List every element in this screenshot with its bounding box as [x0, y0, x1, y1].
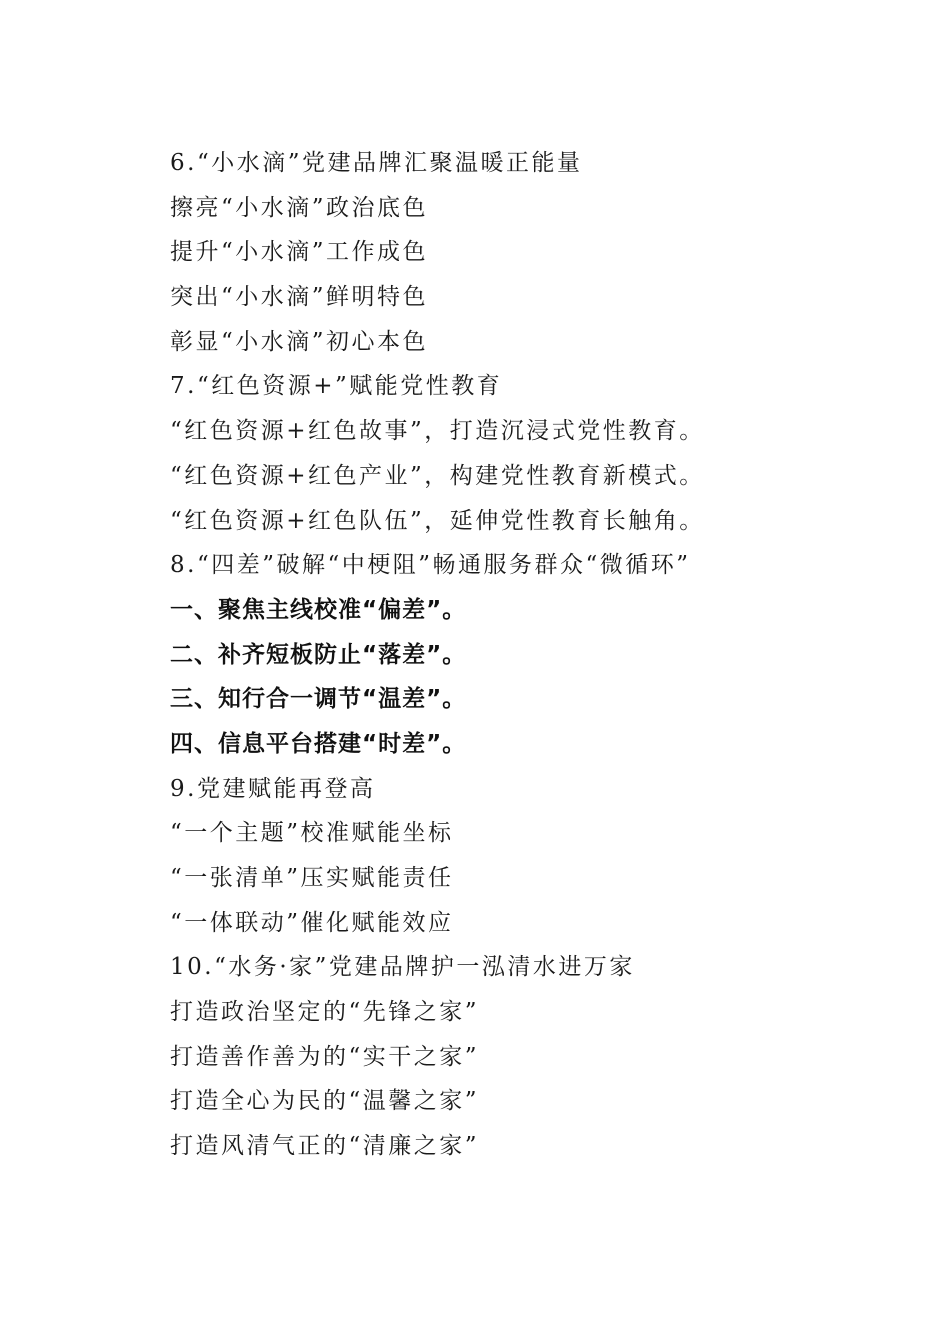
bold-list-item: 四、信息平台搭建“时差”。 — [170, 730, 467, 757]
list-item: “红色资源+红色故事”，打造沉浸式党性教育。 — [170, 418, 705, 445]
list-item: “红色资源+红色产业”，构建党性教育新模式。 — [170, 462, 705, 489]
section-heading-6: 6.“小水滴”党建品牌汇聚温暖正能量 — [170, 150, 583, 176]
list-item: “一体联动”催化赋能效应 — [170, 909, 454, 936]
section-heading-8: 8.“四差”破解“中梗阻”畅通服务群众“微循环” — [170, 552, 691, 579]
list-item: “一张清单”压实赋能责任 — [170, 865, 454, 891]
list-item: 打造风清气正的“清廉之家” — [170, 1133, 480, 1160]
list-item: 提升“小水滴”工作成色 — [170, 239, 429, 266]
section-heading-10: 10.“水务·家”党建品牌护一泓清水进万家 — [170, 954, 635, 981]
section-heading-7: 7.“红色资源+”赋能党性教育 — [170, 373, 503, 400]
list-item: “一个主题”校准赋能坐标 — [170, 820, 454, 847]
list-item: 打造善作善为的“实干之家” — [170, 1043, 480, 1070]
section-heading-9: 9.党建赋能再登高 — [170, 775, 376, 802]
list-item: 突出“小水滴”鲜明特色 — [170, 284, 429, 311]
bold-list-item: 二、补齐短板防止“落差”。 — [170, 641, 467, 668]
bold-list-item: 三、知行合一调节“温差”。 — [170, 686, 467, 713]
document-body — [170, 141, 810, 1169]
list-item: “红色资源+红色队伍”，延伸党性教育长触角。 — [170, 507, 705, 534]
list-item: 擦亮“小水滴”政治底色 — [170, 194, 429, 221]
bold-list-item: 一、聚焦主线校准“偏差”。 — [170, 596, 467, 623]
list-item: 彰显“小水滴”初心本色 — [170, 328, 429, 355]
list-item: 打造全心为民的“温馨之家” — [170, 1088, 480, 1115]
list-item: 打造政治坚定的“先锋之家” — [170, 999, 480, 1026]
